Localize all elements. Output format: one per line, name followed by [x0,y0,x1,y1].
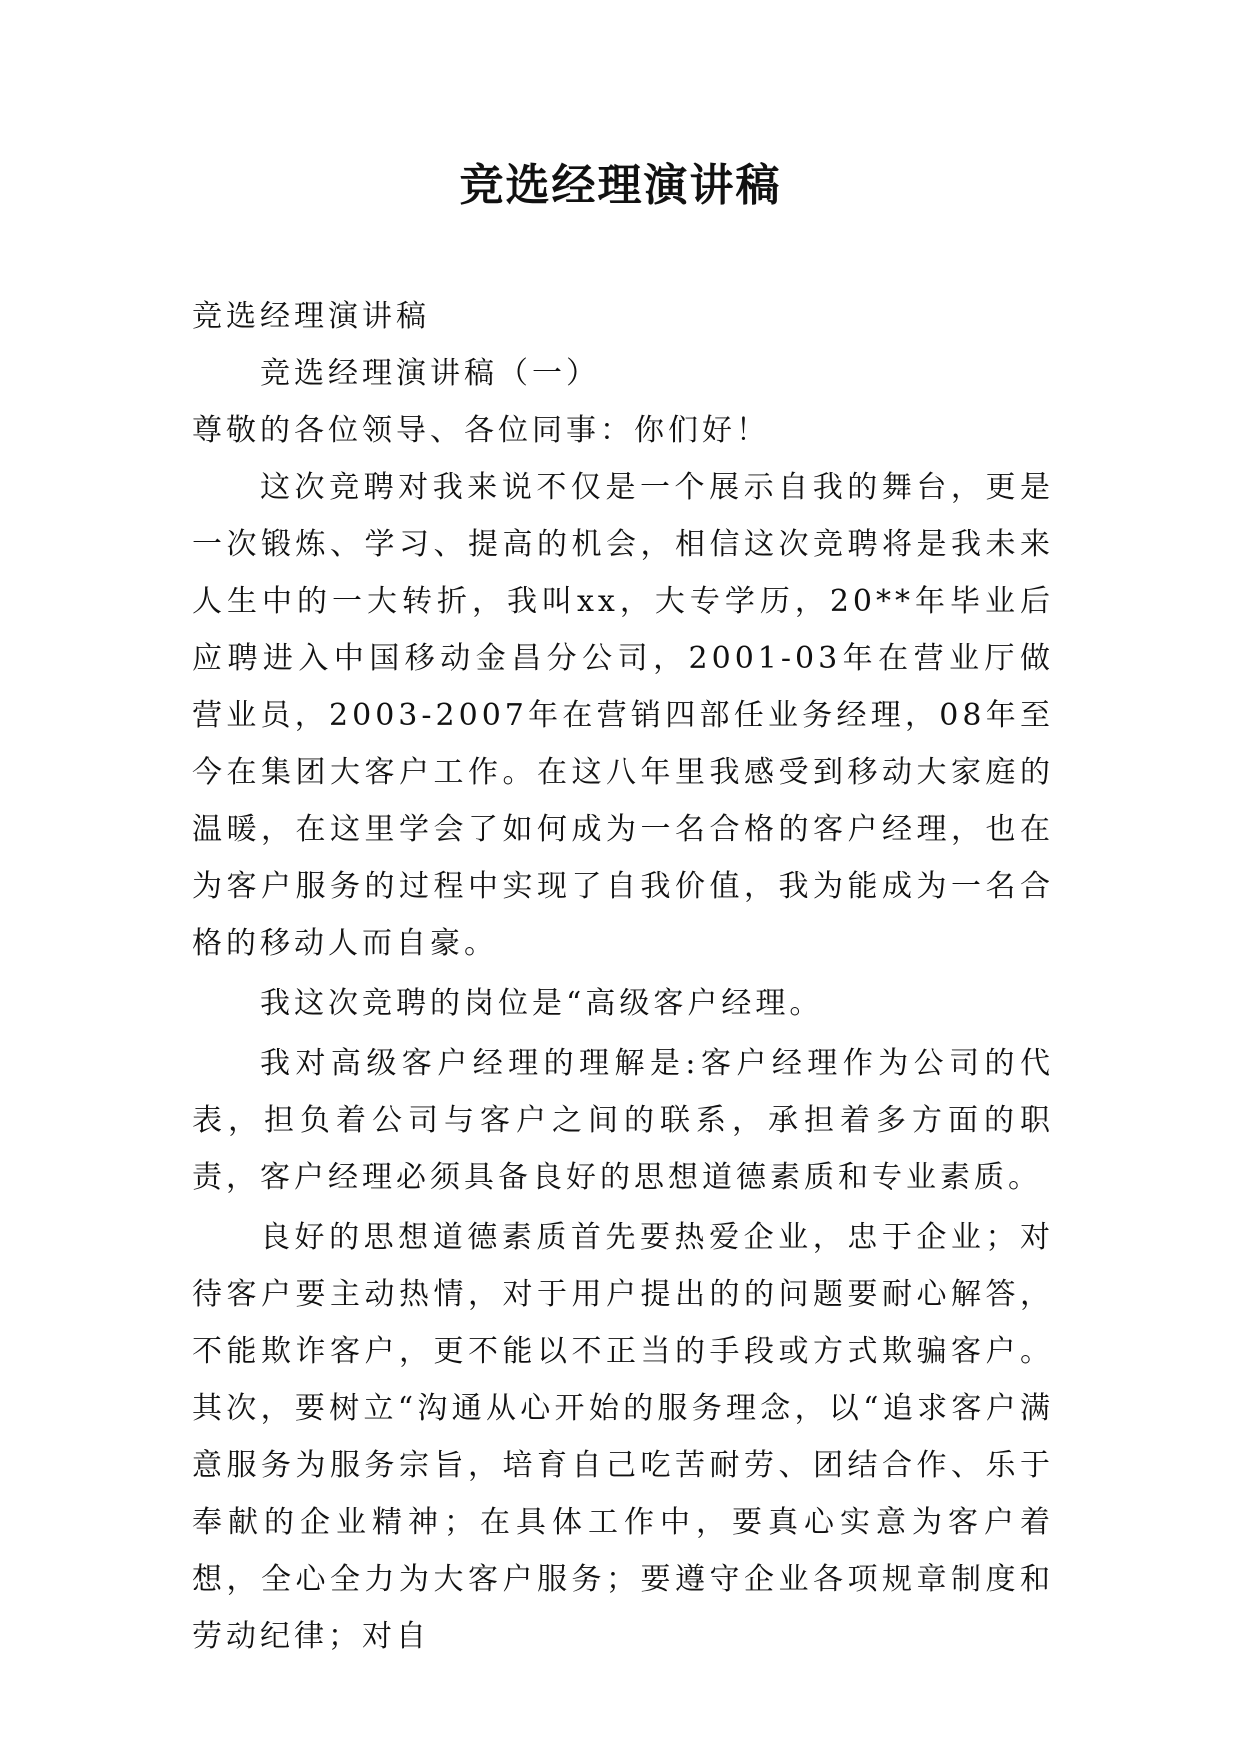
paragraph-salutation: 尊敬的各位领导、各位同事：你们好！ [192,413,770,448]
paragraph-heading: 竞选经理演讲稿 [192,299,430,334]
paragraph-introduction: 这次竞聘对我来说不仅是一个展示自我的舞台，更是一次锻炼、学习、提高的机会，相信这次竞聘将是我未来人生中的一大转折，我叫xx，大专学历，20**年毕业后应聘进入中国移动金昌分公司，2001-03年在营业厅做营业员，2003-2007年在营销四部任业务经理，08年至今在集团大客户工作。在这八年里我感受到移动大家庭的温暖，在这里学会了如何成为一名合格的客户经理，也在为客户服务的过程中实现了自我价值，我为能成为一名合格的移动人而自豪。 [192,470,1054,961]
paragraph-position: 我这次竞聘的岗位是“高级客户经理。 [260,986,824,1021]
paragraph-moral-quality: 良好的思想道德素质首先要热爱企业，忠于企业；对待客户要主动热情，对于用户提出的的问题要耐心解答，不能欺诈客户，更不能以不正当的手段或方式欺骗客户。其次，要树立“沟通从心开始的服务理念，以“追求客户满意服务为服务宗旨，培育自己吃苦耐劳、团结合作、乐于奉献的企业精神；在具体工作中，要真心实意为客户着想，全心全力为大客户服务；要遵守企业各项规章制度和劳动纪律；对自 [192,1220,1054,1654]
document-title: 竞选经理演讲稿 [459,160,782,211]
paragraph-understanding: 我对高级客户经理的理解是:客户经理作为公司的代表，担负着公司与客户之间的联系，承担着多方面的职责，客户经理必须具备良好的思想道德素质和专业素质。 [192,1046,1054,1195]
paragraph-subheading: 竞选经理演讲稿（一） [260,356,600,391]
document-body [192,288,1054,1665]
